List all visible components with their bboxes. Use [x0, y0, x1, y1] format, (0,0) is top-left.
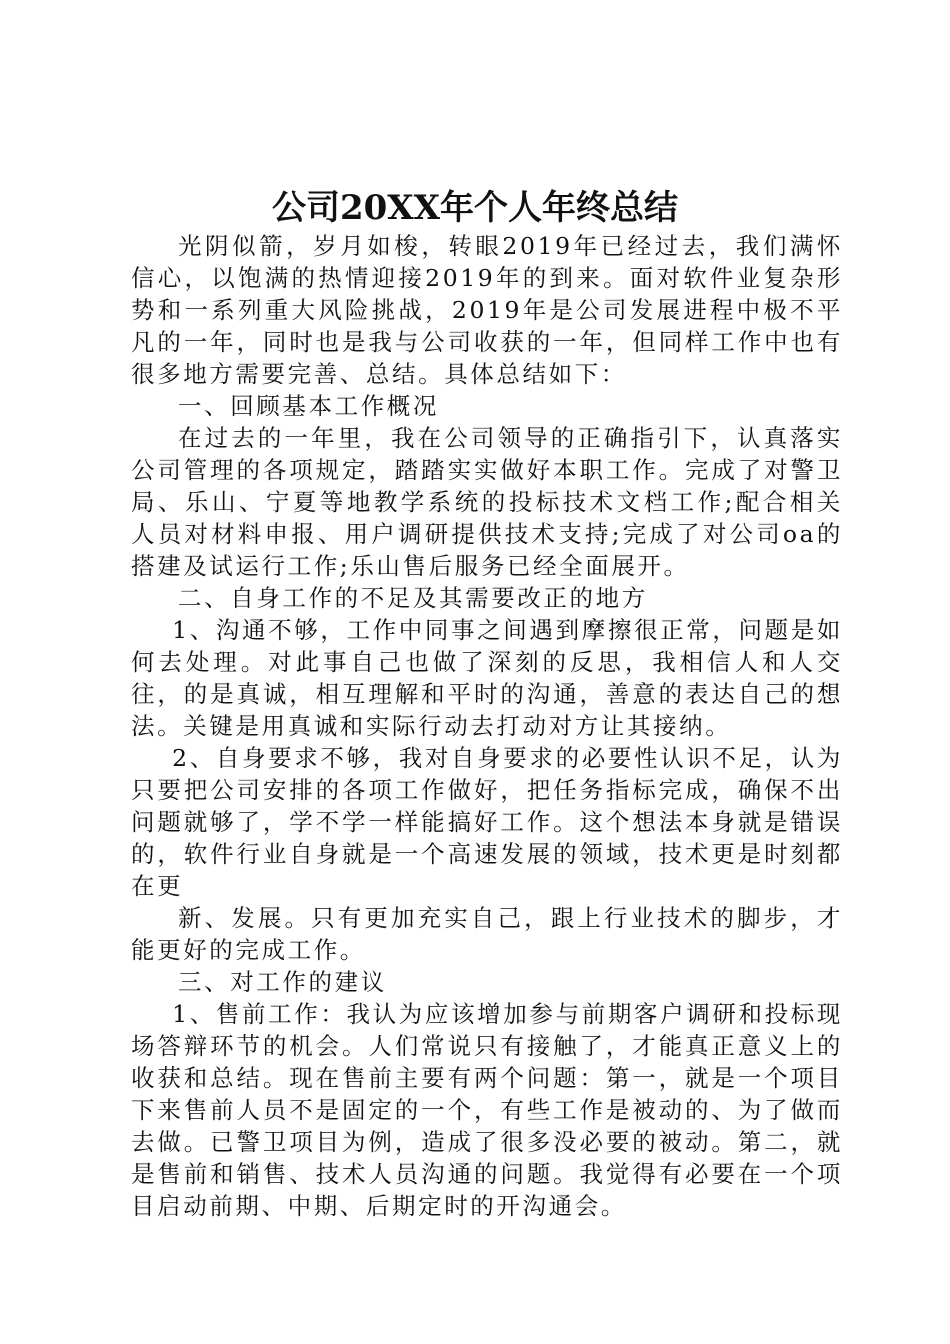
section-heading-3: 三、对工作的建议	[178, 968, 387, 996]
section-1-paragraph: 在过去的一年里，我在公司领导的正确指引下，认真落实公司管理的各项规定，踏踏实实做好本职工作。完成了对警卫局、乐山、宁夏等地教学系统的投标技术文档工作;配合相关人员对材料申报、用户调研提供技术支持;完成了对公司oa的搭建及试运行工作;乐山售后服务已经全面展开。	[131, 424, 843, 580]
document-title: 公司20XX年个人年终总结	[271, 188, 679, 228]
intro-paragraph: 光阴似箭，岁月如梭，转眼2019年已经过去，我们满怀信心，以饱满的热情迎接2019年的到来。面对软件业复杂形势和一系列重大风险挑战，2019年是公司发展进程中极不平凡的一年，同时也是我与公司收获的一年，但同样工作中也有很多地方需要完善、总结。具体总结如下：	[131, 232, 843, 388]
section-2-item-1: 1、沟通不够，工作中同事之间遇到摩擦很正常，问题是如何去处理。对此事自己也做了深刻的反思，我相信人和人交往，的是真诚，相互理解和平时的沟通，善意的表达自己的想法。关键是用真诚和实际行动去打动对方让其接纳。	[131, 616, 843, 740]
section-2-item-2-continued: 新、发展。只有更加充实自己，跟上行业技术的脚步，才能更好的完成工作。	[131, 904, 843, 964]
section-3-item-1: 1、售前工作：我认为应该增加参与前期客户调研和投标现场答辩环节的机会。人们常说只有接触了，才能真正意义上的收获和总结。现在售前主要有两个问题：第一，就是一个项目下来售前人员不是固定的一个，有些工作是被动的、为了做而去做。已警卫项目为例，造成了很多没必要的被动。第二，就是售前和销售、技术人员沟通的问题。我觉得有必要在一个项目启动前期、中期、后期定时的开沟通会。	[131, 1000, 843, 1220]
section-heading-1: 一、回顾基本工作概况	[178, 392, 439, 420]
section-2-item-2: 2、自身要求不够，我对自身要求的必要性认识不足，认为只要把公司安排的各项工作做好，把任务指标完成，确保不出问题就够了，学不学一样能搞好工作。这个想法本身就是错误的，软件行业自身就是一个高速发展的领域，技术更是时刻都在更	[131, 744, 843, 900]
document-body	[131, 230, 843, 1222]
section-heading-2: 二、自身工作的不足及其需要改正的地方	[178, 584, 648, 612]
